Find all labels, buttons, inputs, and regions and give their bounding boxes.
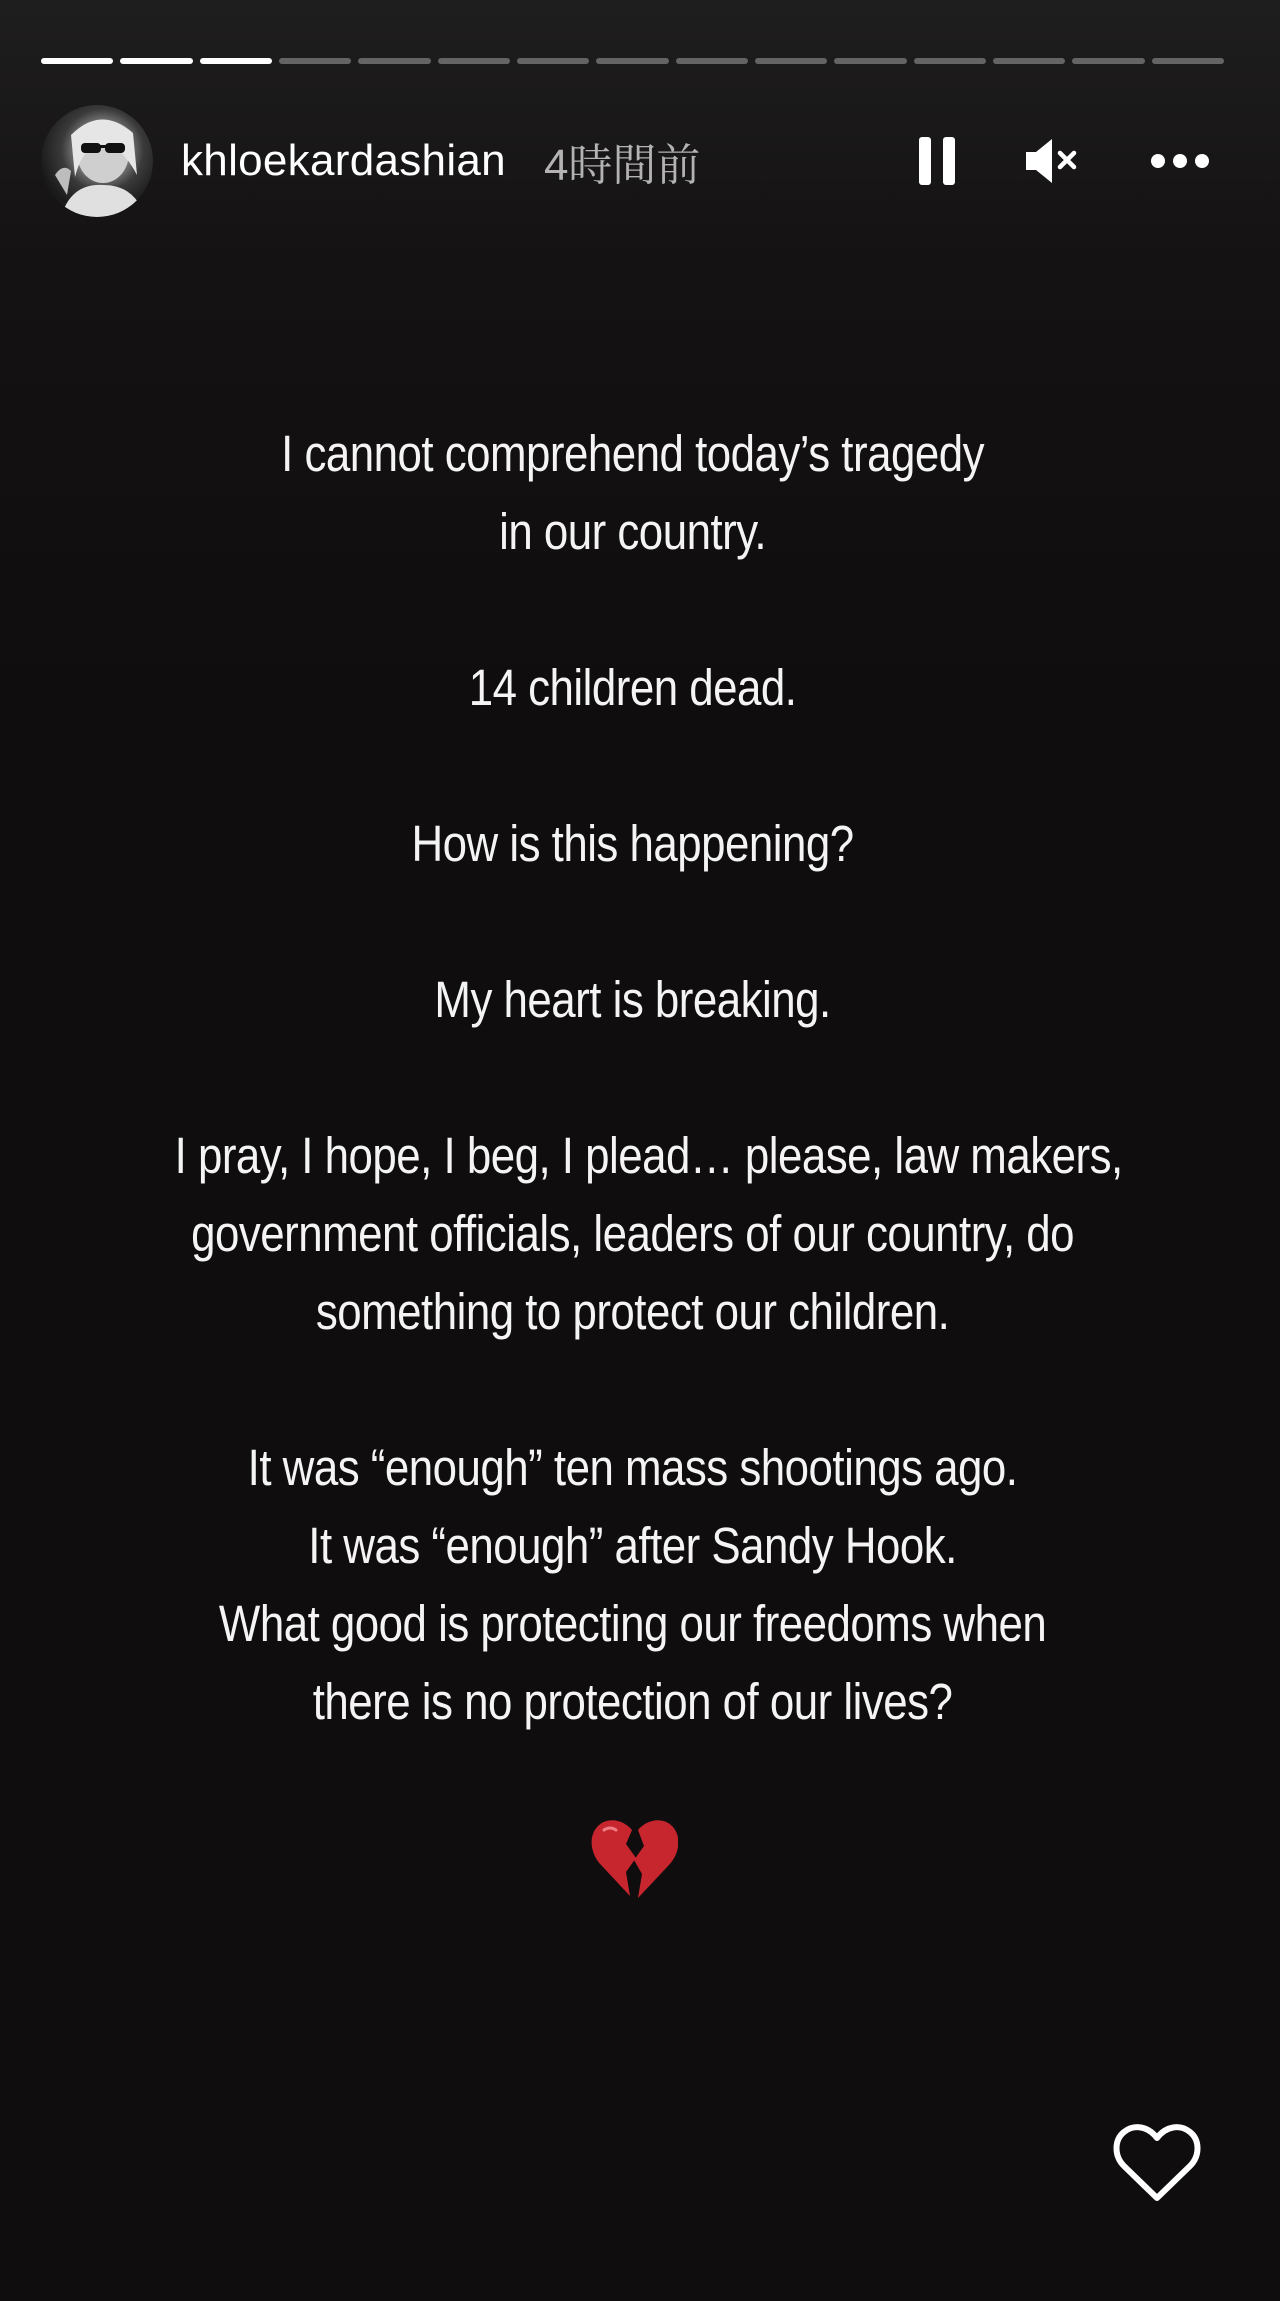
story-progress-segment [914, 58, 986, 64]
story-progress-bar [41, 58, 1224, 64]
story-paragraph [175, 649, 1091, 727]
story-progress-segment [834, 58, 906, 64]
more-options-button[interactable] [1145, 121, 1215, 201]
more-dots-icon [1150, 153, 1210, 169]
story-progress-segment [438, 58, 510, 64]
story-progress-segment [676, 58, 748, 64]
story-paragraph [174, 1117, 1123, 1351]
like-button[interactable] [1112, 2122, 1202, 2204]
story-progress-segment [517, 58, 589, 64]
story-paragraph [175, 961, 1091, 1039]
story-progress-segment [755, 58, 827, 64]
story-text-line: something to protect our children. [315, 1283, 950, 1340]
muted-speaker-icon [1024, 136, 1080, 186]
avatar[interactable] [41, 105, 153, 217]
heart-outline-icon [1112, 2122, 1202, 2204]
mute-button[interactable] [1017, 121, 1087, 201]
story-text-line: What good is protecting our freedoms when [218, 1595, 1047, 1652]
post-time: 4時間前 [543, 141, 701, 190]
story-text-line: in our country. [499, 503, 767, 560]
story-text-line: I cannot comprehend today’s tragedy [281, 425, 984, 482]
story-text-line: My heart is breaking. [434, 971, 831, 1028]
story-progress-segment [358, 58, 430, 64]
story-text-line: 14 children dead. [468, 659, 797, 716]
story-progress-segment [1152, 58, 1224, 64]
pause-button[interactable] [907, 121, 967, 201]
story-progress-segment [596, 58, 668, 64]
story-progress-segment [41, 58, 113, 64]
story-paragraph [175, 415, 1091, 571]
story-paragraph [175, 805, 1091, 883]
story-text-line: I pray, I hope, I beg, I plead… please, law makers, [174, 1127, 1123, 1184]
story-text-line: How is this happening? [411, 815, 854, 872]
username[interactable]: khloekardashian [181, 136, 506, 185]
story-progress-segment [1072, 58, 1144, 64]
broken-heart-icon [590, 1818, 678, 1902]
story-text-line: It was “enough” after Sandy Hook. [308, 1517, 957, 1574]
pause-icon [917, 135, 957, 187]
story-text-line: It was “enough” ten mass shootings ago. [247, 1439, 1018, 1496]
story-progress-segment [279, 58, 351, 64]
story-text [174, 415, 1123, 1819]
story-progress-segment [993, 58, 1065, 64]
story-progress-segment [200, 58, 272, 64]
story-text-line: there is no protection of our lives? [312, 1673, 953, 1730]
story-paragraph [175, 1429, 1091, 1741]
story-progress-segment [120, 58, 192, 64]
story-text-line: government officials, leaders of our country, do [191, 1205, 1075, 1262]
story-header [41, 105, 1231, 217]
